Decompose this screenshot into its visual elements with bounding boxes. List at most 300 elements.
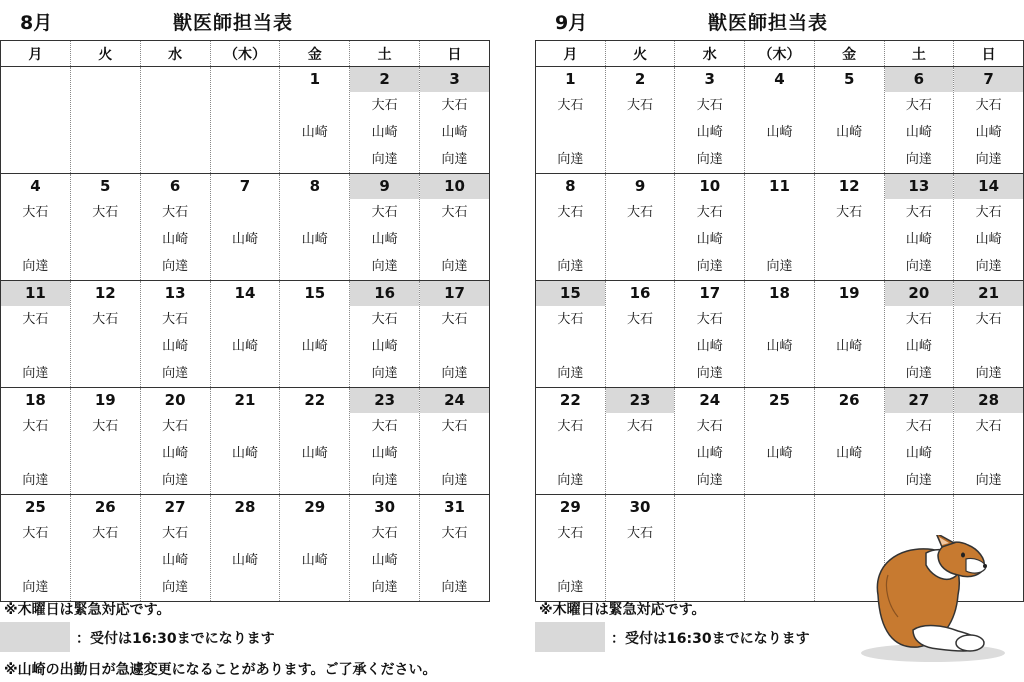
calendar-day-cell: [280, 495, 350, 602]
vet-name: 山崎: [162, 553, 189, 568]
vet-name: 山崎: [162, 232, 189, 247]
day-number: 1: [309, 70, 321, 88]
vet-name: [815, 226, 884, 253]
vet-name: 向達: [696, 152, 723, 167]
vet-name: 大石: [441, 312, 468, 327]
vet-name: 向達: [905, 259, 932, 274]
vet-name: 向達: [696, 259, 723, 274]
day-number: 13: [885, 174, 954, 199]
day-number: 19: [838, 284, 860, 302]
day-number: 20: [164, 391, 186, 409]
vet-name: 大石: [22, 526, 49, 541]
vet-name: 向達: [557, 366, 584, 381]
calendar-day-cell: [814, 281, 884, 388]
calendar-day-cell: [140, 281, 210, 388]
day-number: 6: [885, 67, 954, 92]
weekday-header: 金: [280, 41, 350, 67]
day-number: 11: [1, 281, 70, 306]
calendar-day-cell: [884, 388, 954, 495]
calendar-day-cell: [70, 174, 140, 281]
calendar-day-cell: [814, 174, 884, 281]
calendar-week-row: [536, 281, 1024, 388]
vet-name: 大石: [975, 205, 1002, 220]
vet-name: [1, 547, 70, 574]
calendar-day-cell: [350, 495, 420, 602]
calendar-day-cell: [605, 495, 675, 602]
vet-name: [1, 92, 70, 119]
vet-name: 大石: [162, 205, 189, 220]
vet-name: [954, 333, 1023, 360]
day-number: 11: [769, 177, 790, 195]
calendar-day-cell: [536, 495, 606, 602]
day-number: 14: [954, 174, 1023, 199]
vet-name: 向達: [441, 473, 468, 488]
day-number: 25: [769, 391, 790, 409]
vet-name: 大石: [441, 526, 468, 541]
day-number: [954, 495, 1023, 520]
day-number: 2: [350, 67, 419, 92]
day-number: 23: [606, 388, 675, 413]
vet-name: 大石: [162, 419, 189, 434]
vet-name: 大石: [371, 205, 398, 220]
day-number: 18: [24, 391, 46, 409]
calendar-day-cell: [280, 388, 350, 495]
vet-name: [745, 92, 814, 119]
calendar-day-cell: [884, 67, 954, 174]
vet-name: 山崎: [836, 446, 863, 461]
month-label: 9月: [555, 12, 588, 34]
vet-name: 向達: [557, 152, 584, 167]
vet-name: [211, 146, 280, 173]
vet-name: 大石: [557, 419, 584, 434]
vet-name: [280, 146, 349, 173]
calendar-week-row: [1, 67, 490, 174]
vet-name: 大石: [162, 312, 189, 327]
calendar-day-cell: [1, 495, 71, 602]
vet-name: 山崎: [371, 232, 398, 247]
calendar-day-cell: [350, 174, 420, 281]
vet-name: 向達: [557, 473, 584, 488]
vet-name: 向達: [441, 259, 468, 274]
vet-name: 山崎: [905, 339, 932, 354]
vet-name: [71, 360, 140, 387]
vet-name: 大石: [92, 205, 119, 220]
vet-name: 山崎: [836, 339, 863, 354]
calendar-day-cell: [884, 281, 954, 388]
schedule-title: 獣医師担当表: [708, 12, 829, 34]
day-number: 26: [94, 498, 116, 516]
day-number: 12: [838, 177, 860, 195]
legend-swatch: [535, 622, 605, 652]
day-number: 8: [565, 177, 576, 195]
vet-name: 山崎: [371, 446, 398, 461]
weekday-header: 水: [675, 41, 745, 67]
calendar-day-cell: [954, 281, 1024, 388]
calendar-day-cell: [536, 281, 606, 388]
day-number: 27: [885, 388, 954, 413]
calendar-day-cell: [605, 281, 675, 388]
september-header: [535, 0, 1024, 40]
vet-name: 大石: [696, 419, 723, 434]
vet-name: [675, 547, 744, 574]
vet-name: 大石: [22, 205, 49, 220]
day-number: 21: [234, 391, 256, 409]
calendar-day-cell: [954, 67, 1024, 174]
vet-name: 山崎: [696, 125, 723, 140]
vet-name: 向達: [975, 473, 1002, 488]
vet-name: [536, 119, 605, 146]
vet-name: 山崎: [441, 125, 468, 140]
vet-name: 大石: [696, 98, 723, 113]
vet-name: [815, 360, 884, 387]
vet-name: 山崎: [162, 446, 189, 461]
vet-name: 大石: [371, 526, 398, 541]
vet-name: 山崎: [905, 232, 932, 247]
vet-name: [71, 547, 140, 574]
day-number: 5: [843, 70, 855, 88]
calendar-day-cell: [280, 281, 350, 388]
vet-name: 向達: [557, 259, 584, 274]
calendar-day-cell: [70, 495, 140, 602]
day-number: 14: [234, 284, 256, 302]
vet-name: 向達: [371, 580, 398, 595]
vet-name: [745, 199, 814, 226]
vet-name: 山崎: [766, 446, 793, 461]
calendar-day-cell: [814, 388, 884, 495]
legend-text: ：受付は16:30までになります: [76, 631, 275, 647]
weekday-header: 金: [814, 41, 884, 67]
calendar-day-cell: [745, 67, 815, 174]
day-number: 6: [169, 177, 181, 195]
vet-name: 大石: [557, 98, 584, 113]
weekday-header: 月: [536, 41, 606, 67]
calendar-day-cell: [210, 495, 280, 602]
vet-name: 向達: [371, 259, 398, 274]
vet-name: [606, 574, 675, 601]
vet-name: [606, 226, 675, 253]
vet-name: 山崎: [301, 125, 328, 140]
vet-name: [606, 547, 675, 574]
vet-name: 大石: [905, 312, 932, 327]
calendar-day-cell: [745, 495, 815, 602]
calendar-day-cell: [745, 388, 815, 495]
calendar-day-cell: [140, 174, 210, 281]
vet-name: [675, 574, 744, 601]
corgi-dog-illustration: [858, 535, 1008, 663]
day-number: 24: [420, 388, 489, 413]
day-number: 5: [100, 177, 111, 195]
vet-name: [815, 413, 884, 440]
vet-name: 山崎: [905, 125, 932, 140]
vet-name: 山崎: [696, 339, 723, 354]
weekday-header: 日: [420, 41, 490, 67]
vet-name: [606, 119, 675, 146]
calendar-day-cell: [1, 388, 71, 495]
day-number: 16: [629, 284, 651, 302]
vet-name: 大石: [92, 312, 119, 327]
day-number: [675, 495, 744, 520]
calendar-week-row: [1, 495, 490, 602]
vet-name: [745, 467, 814, 494]
vet-name: [1, 440, 70, 467]
vet-name: [280, 574, 349, 601]
legend-swatch: [0, 622, 70, 652]
vet-name: [536, 333, 605, 360]
vet-name: 山崎: [975, 125, 1002, 140]
august-header: [0, 0, 500, 40]
day-number: 22: [559, 391, 581, 409]
vet-name: 大石: [557, 312, 584, 327]
vet-name: 大石: [975, 312, 1002, 327]
vet-name: 大石: [557, 205, 584, 220]
calendar-day-cell: [1, 174, 71, 281]
calendar-day-cell: [140, 388, 210, 495]
vet-name: 向達: [975, 366, 1002, 381]
day-number: [211, 67, 280, 92]
vet-name: 大石: [627, 312, 654, 327]
calendar-day-cell: [605, 67, 675, 174]
calendar-day-cell: [745, 281, 815, 388]
vet-name: [141, 146, 210, 173]
vet-name: 大石: [162, 526, 189, 541]
thursday-note: ※木曜日は緊急対応です。: [539, 602, 706, 618]
vet-name: [745, 574, 814, 601]
vet-name: [536, 440, 605, 467]
vet-name: [71, 146, 140, 173]
day-number: 28: [954, 388, 1023, 413]
vet-name: [1, 146, 70, 173]
september-calendar: [535, 40, 1024, 602]
calendar-day-cell: [420, 388, 490, 495]
august-calendar: [0, 40, 490, 602]
vet-name: 大石: [371, 419, 398, 434]
vet-name: 山崎: [301, 553, 328, 568]
calendar-day-cell: [814, 67, 884, 174]
day-number: [815, 495, 884, 520]
vet-name: [141, 92, 210, 119]
vet-name: 大石: [22, 312, 49, 327]
day-number: 25: [24, 498, 46, 516]
calendar-day-cell: [675, 174, 745, 281]
day-number: 1: [565, 70, 576, 88]
vet-name: 向達: [441, 152, 468, 167]
vet-name: [280, 306, 349, 333]
vet-name: [71, 440, 140, 467]
day-number: 15: [536, 281, 605, 306]
schedule-title: 獣医師担当表: [173, 12, 294, 34]
calendar-day-cell: [210, 67, 280, 174]
vet-name: [211, 360, 280, 387]
vet-name: 向達: [975, 152, 1002, 167]
weekday-header: 水: [140, 41, 210, 67]
calendar-day-cell: [70, 388, 140, 495]
vet-name: 向達: [22, 366, 49, 381]
calendar-week-row: [1, 388, 490, 495]
vet-name: [211, 253, 280, 280]
calendar-day-cell: [280, 67, 350, 174]
day-number: 7: [954, 67, 1023, 92]
day-number: 29: [559, 498, 581, 516]
vet-name: [745, 360, 814, 387]
vet-name: [211, 306, 280, 333]
day-number: 9: [634, 177, 646, 195]
vet-name: 向達: [22, 473, 49, 488]
vet-name: [280, 520, 349, 547]
vet-name: 大石: [975, 419, 1002, 434]
vet-name: [606, 360, 675, 387]
vet-name: 山崎: [231, 446, 258, 461]
day-number: 9: [350, 174, 419, 199]
vet-name: [211, 92, 280, 119]
day-number: 10: [699, 177, 721, 195]
vet-name: [606, 253, 675, 280]
vet-name: [211, 199, 280, 226]
vet-name: [211, 413, 280, 440]
vet-name: 向達: [766, 259, 793, 274]
day-number: 28: [234, 498, 256, 516]
weekday-header: 日: [954, 41, 1024, 67]
vet-name: 向達: [162, 259, 189, 274]
day-number: 12: [94, 284, 116, 302]
vet-name: 向達: [371, 366, 398, 381]
vet-name: 向達: [22, 580, 49, 595]
day-number: 21: [954, 281, 1023, 306]
day-number: 13: [164, 284, 186, 302]
vet-name: [745, 547, 814, 574]
weekday-header: 土: [884, 41, 954, 67]
calendar-day-cell: [675, 67, 745, 174]
vet-name: [815, 467, 884, 494]
weekday-header: 火: [605, 41, 675, 67]
change-note: ※山崎の出勤日が急遽変更になることがあります。ご了承ください。: [4, 662, 437, 678]
vet-name: [280, 253, 349, 280]
calendar-day-cell: [745, 174, 815, 281]
vet-name: [745, 520, 814, 547]
vet-name: 向達: [371, 473, 398, 488]
vet-name: [745, 146, 814, 173]
weekday-header: 火: [70, 41, 140, 67]
day-number: 4: [774, 70, 785, 88]
vet-name: 大石: [836, 205, 863, 220]
vet-name: [606, 440, 675, 467]
vet-name: [536, 547, 605, 574]
vet-name: [71, 119, 140, 146]
vet-name: 大石: [905, 419, 932, 434]
vet-name: 山崎: [905, 446, 932, 461]
vet-name: 大石: [92, 419, 119, 434]
calendar-day-cell: [954, 388, 1024, 495]
calendar-day-cell: [675, 281, 745, 388]
vet-name: 大石: [696, 312, 723, 327]
day-number: 19: [94, 391, 116, 409]
calendar-day-cell: [420, 174, 490, 281]
calendar-day-cell: [210, 174, 280, 281]
vet-name: [815, 253, 884, 280]
day-number: 23: [350, 388, 419, 413]
vet-name: 向達: [905, 473, 932, 488]
calendar-week-row: [536, 67, 1024, 174]
vet-name: 向達: [162, 473, 189, 488]
calendar-day-cell: [536, 388, 606, 495]
vet-name: 山崎: [696, 232, 723, 247]
day-number: 27: [164, 498, 186, 516]
day-number: 30: [374, 498, 396, 516]
calendar-day-cell: [954, 174, 1024, 281]
thursday-note: ※木曜日は緊急対応です。: [4, 602, 171, 618]
vet-name: 大石: [557, 526, 584, 541]
vet-name: 山崎: [696, 446, 723, 461]
vet-name: [1, 119, 70, 146]
vet-name: 大石: [441, 98, 468, 113]
vet-name: 山崎: [766, 125, 793, 140]
day-number: 16: [350, 281, 419, 306]
vet-name: 大石: [905, 205, 932, 220]
vet-name: 向達: [371, 152, 398, 167]
weekday-header: 土: [350, 41, 420, 67]
day-number: 22: [304, 391, 326, 409]
day-number: 30: [629, 498, 651, 516]
vet-name: [71, 253, 140, 280]
calendar-week-row: [1, 174, 490, 281]
calendar-week-row: [536, 388, 1024, 495]
vet-name: [71, 467, 140, 494]
vet-name: [71, 333, 140, 360]
august-panel: [0, 0, 500, 682]
day-number: [71, 67, 140, 92]
day-number: 3: [420, 67, 489, 92]
calendar-day-cell: [536, 67, 606, 174]
calendar-week-row: [536, 174, 1024, 281]
vet-name: [71, 92, 140, 119]
calendar-day-cell: [605, 388, 675, 495]
weekday-header: 月: [1, 41, 71, 67]
vet-name: 向達: [22, 259, 49, 274]
calendar-day-cell: [605, 174, 675, 281]
vet-name: 山崎: [301, 232, 328, 247]
vet-name: 向達: [441, 580, 468, 595]
calendar-day-cell: [420, 67, 490, 174]
calendar-day-cell: [210, 388, 280, 495]
vet-name: [745, 226, 814, 253]
day-number: [745, 495, 814, 520]
day-number: 10: [420, 174, 489, 199]
vet-name: 大石: [441, 205, 468, 220]
vet-name: [280, 413, 349, 440]
vet-name: [1, 226, 70, 253]
calendar-day-cell: [210, 281, 280, 388]
calendar-day-cell: [420, 281, 490, 388]
weekday-header: （木）: [210, 41, 280, 67]
vet-name: 大石: [696, 205, 723, 220]
vet-name: [745, 306, 814, 333]
vet-name: 向達: [162, 580, 189, 595]
day-number: 15: [304, 284, 326, 302]
vet-name: [141, 119, 210, 146]
vet-name: 大石: [371, 312, 398, 327]
vet-name: 山崎: [301, 446, 328, 461]
vet-name: 向達: [162, 366, 189, 381]
day-number: 26: [838, 391, 860, 409]
calendar-day-cell: [280, 174, 350, 281]
vet-name: [1, 333, 70, 360]
vet-name: 大石: [627, 98, 654, 113]
vet-name: 向達: [441, 366, 468, 381]
vet-name: 山崎: [975, 232, 1002, 247]
vet-name: 山崎: [836, 125, 863, 140]
vet-name: [420, 547, 489, 574]
weekday-header: （木）: [745, 41, 815, 67]
vet-name: 大石: [905, 98, 932, 113]
